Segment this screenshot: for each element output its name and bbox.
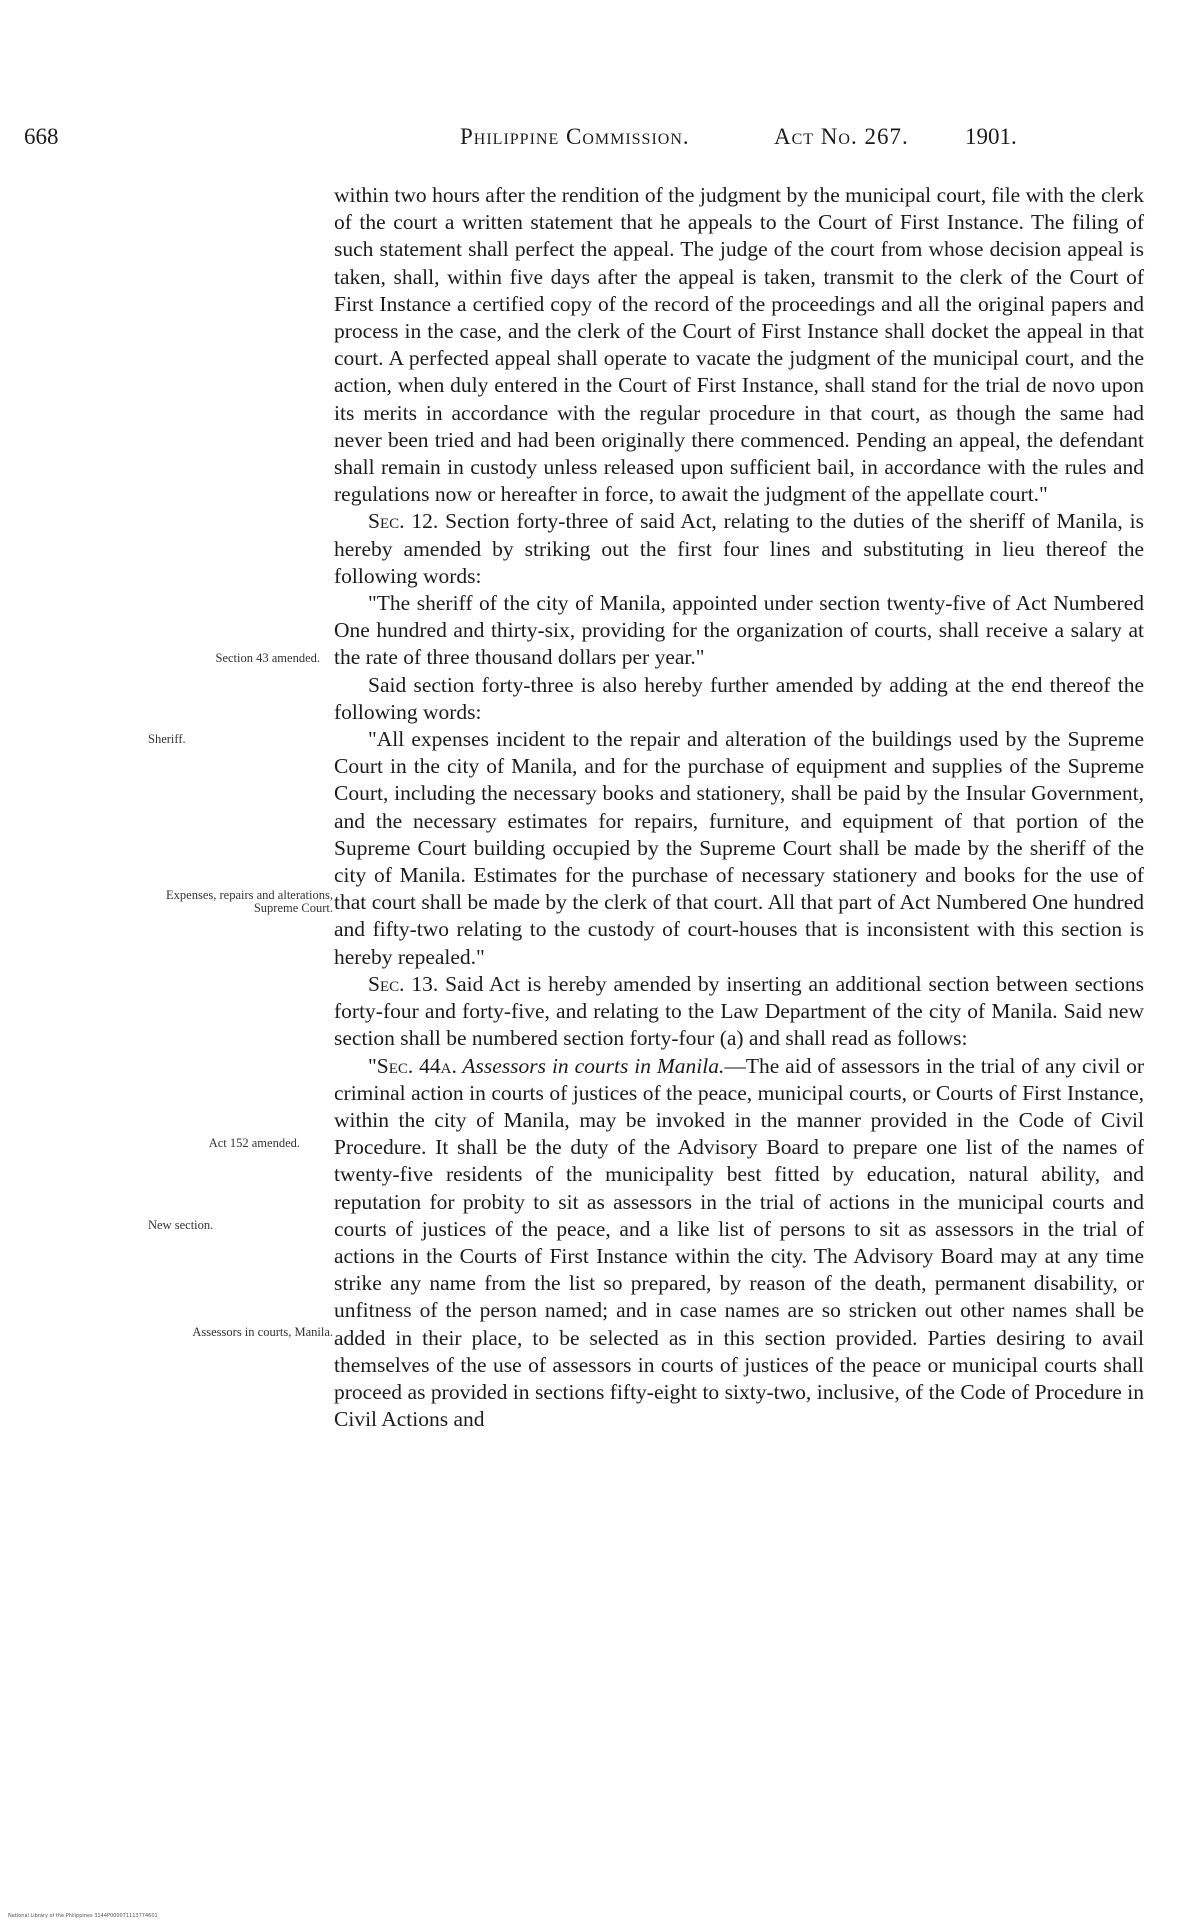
paragraph: "All expenses incident to the repair and alteration of the buildings used by the Supreme Court in the city of Manila, and for the purchase of equipment and supplies of the Supreme Court, including the necessary books and stationery, shall be paid by the Insular Government, and the necessary estimates for repairs, furniture, and equipment of that portion of the Supreme Court building occupied by the Supreme Court shall be made by the sheriff of the city of Manila. Estimates for the purchase of necessary stationery and books for the use of that court shall be made by the clerk of that court. All that part of Act Numbered One hundred and fifty-two relating to the custody of court-houses that is inconsistent with this section is hereby repealed." [334,727,1144,969]
margin-note: Expenses, repairs and alterations, Supreme Court. [166,888,333,915]
paragraph-text: —The aid of assessors in the trial of any civil or criminal action in courts of justices of the peace, municipal courts, or Courts of First Instance, within the city of Manila, may be invoked in the manner provided in the Code of Civil Procedure. It shall be the duty of the Advisory Board to prepare one list of the names of twenty-five residents of the municipality best fitted by education, natural ability, and reputation for probity to sit as assessors in the trial of actions in the municipal courts and courts of justices of the peace, and a like list of persons to sit as assessors in the trial of actions in the Courts of First Instance within the city. The Advisory Board may at any time strike any name from the list so prepared, by reason of the death, permanent disability, or unfitness of the person named; and in case names are so stricken out other names shall be added in their place, to be selected as in this section provided. Parties desiring to avail themselves of the use of assessors in courts of justices of the peace or municipal courts shall proceed as provided in sections fifty-eight to sixty-two, inclusive, of the Code of Procedure in Civil Actions and [334,1053,1145,1432]
running-title: Philippine Commission. [460,124,690,149]
section-label: "Sec. 44a. [368,1053,457,1078]
paragraph: Said section forty-three is also hereby further amended by adding at the end thereof the following words: [334,672,1144,724]
scan-footer: National Library of the Philippines 3144P000071113774601 [8,1913,158,1919]
paragraph-text: Said Act is hereby amended by inserting an additional section between sections forty-four and forty-five, and relating to the Law Department of the city of Manila. Said new section shall be numbered section forty-four (a) and shall read as follows: [334,971,1144,1051]
margin-notes [0,0,333,1923]
paragraph-text: Section forty-three of said Act, relating to the duties of the sheriff of Manila, is hereby amended by striking out the first four lines and substituting in lieu thereof the following words: [334,509,1144,588]
section-label: Sec. 13. [368,971,439,996]
margin-note: New section. [148,1218,214,1232]
header-year: 1901. [965,124,1017,149]
margin-note: Assessors in courts, Manila. [192,1325,333,1339]
margin-note: Sheriff. [148,732,186,746]
margin-note: Act 152 amended. [208,1136,300,1150]
margin-note: Section 43 amended. [215,651,320,665]
paragraph [334,971,1144,1053]
paragraph: within two hours after the rendition of the judgment by the municipal court, file with the clerk of the court a written statement that he appeals to the Court of First Instance. The filing of such statement shall perfect the appeal. The judge of the court from whose decision appeal is taken, shall, within five days after the appeal is taken, transmit to the clerk of the Court of First Instance a certified copy of the record of the proceedings and all the original papers and process in the case, and the clerk of the Court of First Instance shall docket the appeal in that court. A perfected appeal shall operate to vacate the judgment of the municipal court, and the action, when duly entered in the Court of First Instance, shall stand for the trial de novo upon its merits in accordance with the regular procedure in that court, as though the same had never been tried and had been originally there commenced. Pending an appeal, the defendant shall remain in custody unless released upon sufficient bail, in accordance with the rules and regulations now or hereafter in force, to await the judgment of the appellate court." [334,183,1144,507]
paragraph [334,508,1144,590]
page-number: 668 [24,124,59,149]
paragraph [334,1053,1144,1434]
section-label: Sec. 12. [368,509,439,534]
act-number: Act No. 267. [774,124,909,149]
paragraph: "The sheriff of the city of Manila, appointed under section twenty-five of Act Numbered One hundred and thirty-six, providing for the organization of courts, shall receive a salary at the rate of three thousand dollars per year." [334,591,1144,670]
section-heading: Assessors in courts in Manila. [456,1053,725,1078]
body-text [334,182,1144,1433]
